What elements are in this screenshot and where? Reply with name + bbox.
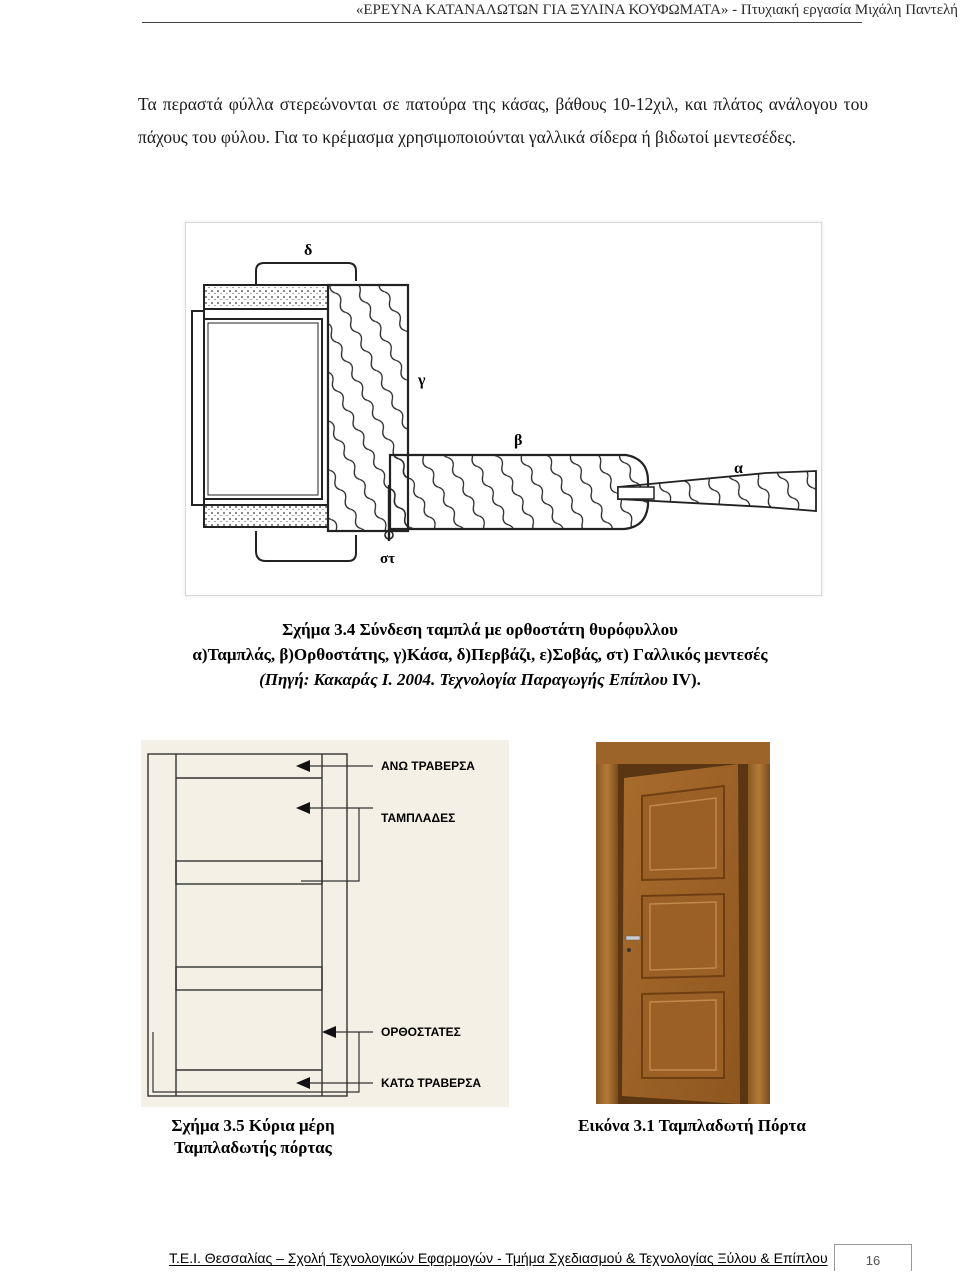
page-number: 16 bbox=[834, 1244, 912, 1271]
door-photo bbox=[592, 738, 772, 1106]
figure-3-4-drawing bbox=[185, 222, 822, 596]
figure-3-4-source-end: IV). bbox=[667, 670, 701, 689]
plaster-bottom bbox=[204, 505, 328, 527]
figure-3-5-diagram bbox=[141, 740, 509, 1107]
label-top-rail: ΑΝΩ ΤΡΑΒΕΡΣΑ bbox=[381, 759, 475, 773]
header-rule bbox=[142, 22, 862, 23]
label-st: στ bbox=[380, 551, 396, 567]
label-gamma: γ bbox=[418, 372, 426, 389]
figure-3-5-caption-1: Σχήμα 3.5 Κύρια μέρη bbox=[171, 1116, 335, 1135]
label-panels: ΤΑΜΠΛΑΔΕΣ bbox=[381, 811, 456, 825]
label-delta: δ bbox=[304, 242, 313, 259]
figure-3-5-caption-2: Ταμπλαδωτής πόρτας bbox=[174, 1138, 332, 1157]
label-bottom-rail: ΚΑΤΩ ΤΡΑΒΕΡΣΑ bbox=[381, 1076, 482, 1090]
label-alpha: α bbox=[734, 460, 743, 477]
figure-3-4-caption-2: α)Ταμπλάς, β)Ορθοστάτης, γ)Κάσα, δ)Περβάζι, ε)Σοβάς, στ) Γαλλικός μεντεσές bbox=[192, 645, 768, 664]
label-beta: β bbox=[514, 432, 523, 449]
figure-3-4-caption-3 bbox=[0, 670, 960, 690]
body-paragraph: Τα περαστά φύλλα στερεώνονται σε πατούρα της κάσας, βάθους 10-12χιλ, και πλάτος ανάλογου του πάχους του φύλου. Για το κρέμασμα χρησιμοποιούνται γαλλικά σίδερα ή βιδωτοί μεντεσέδες. bbox=[138, 94, 868, 147]
image-3-1-caption: Εικόνα 3.1 Ταμπλαδωτή Πόρτα bbox=[578, 1116, 806, 1135]
running-header: «ΕΡΕΥΝΑ ΚΑΤΑΝΑΛΩΤΩΝ ΓΙΑ ΞΥΛΙΝΑ ΚΟΥΦΩΜΑΤΑ» - Πτυχιακή εργασία Μιχάλη Παντελή bbox=[355, 2, 958, 18]
page-footer: Τ.Ε.Ι. Θεσσαλίας – Σχολή Τεχνολογικών Εφαρμογών - Τμήμα Σχεδιασμού & Τεχνολογίας Ξύλου & Επίπλου bbox=[169, 1250, 828, 1266]
figure-3-4-source: (Πηγή: Κακαράς Ι. 2004. Τεχνολογία Παραγωγής Επίπλου bbox=[259, 670, 668, 689]
label-stiles: ΟΡΘΟΣΤΑΤΕΣ bbox=[381, 1025, 461, 1039]
stile-block bbox=[390, 455, 648, 529]
figure-3-4-caption-1: Σχήμα 3.4 Σύνδεση ταμπλά με ορθοστάτη θυρόφυλλου bbox=[282, 620, 678, 639]
plaster-top bbox=[204, 285, 328, 309]
door-handle bbox=[626, 936, 640, 940]
